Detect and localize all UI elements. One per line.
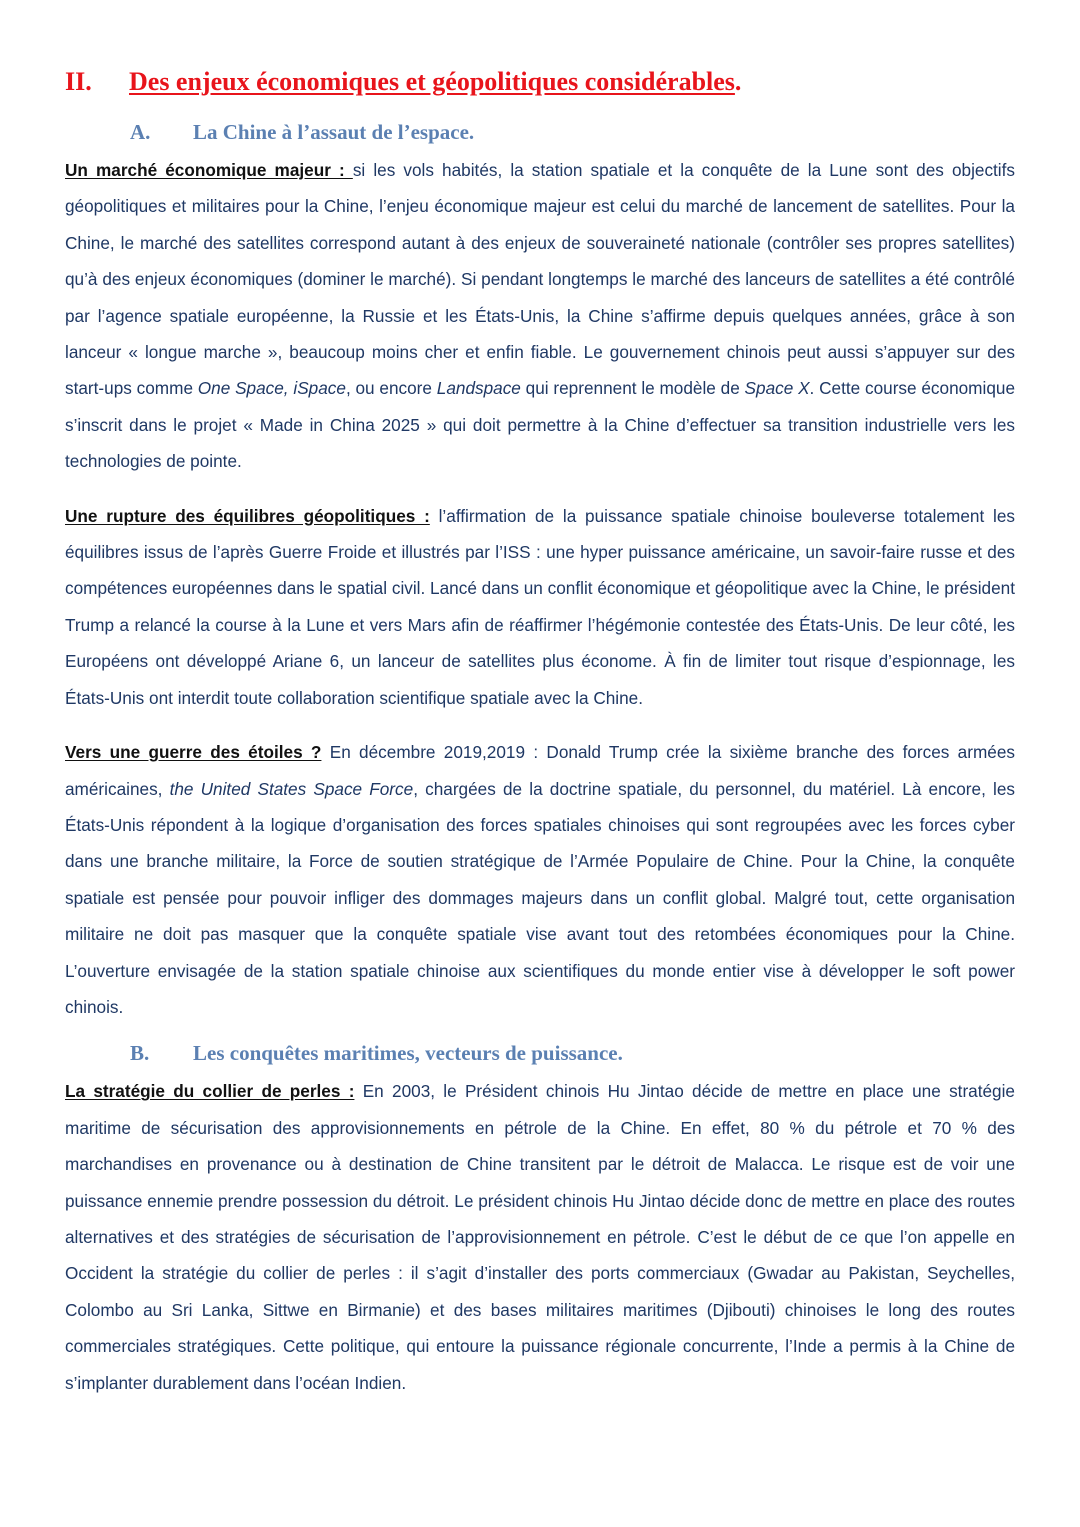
paragraph-text: si les vols habités, la station spatiale et la conquête de la Lune sont des objectifs géopolitiques et militaires pour la Chine, l’enjeu économique majeur est celui du marché de lancement de satellites. Pour la Chine, le marché des satellites correspond autant à des enjeux de souveraineté nationale (contrôler ses propres satellites) qu’à des enjeux économiques (dominer le marché). Si pendant longtemps le marché des lanceurs de satellites a été contrôlé par l’agence spatiale européenne, la Russie et les États-Unis, la Chine s’affirme depuis quelques années, grâce à son lanceur « longue marche », beaucoup moins cher et enfin fiable. Le gouvernement chinois peut aussi s’appuyer sur des start-ups comme (65, 160, 1015, 399)
paragraph-text: l’affirmation de la puissance spatiale chinoise bouleverse totalement les équilibres issus de l’après Guerre Froide et illustrés par l’ISS : une hyper puissance américaine, un savoir-faire russe et des compétences européennes dans le spatial civil. Lancé dans un conflit économique et géopolitique avec la Chine, le président Trump a relancé la course à la Lune et vers Mars afin de réaffirmer l’hégémonie contestée des États-Unis. De leur côté, les Européens ont développé Ariane 6, un lanceur de satellites plus économe. À fin de limiter tout risque d’espionnage, les États-Unis ont interdit toute collaboration scientifique spatiale avec la Chine. (65, 505, 1016, 708)
paragraph-text: . Cette course économique s’inscrit dans le projet « Made in China 2025 » qui doit permettre à la Chine d’effectuer sa transition industrielle vers les technologies de pointe. (65, 378, 1015, 472)
subsection-a-heading (65, 114, 1015, 150)
paragraph-star-wars (65, 734, 1015, 1025)
paragraph-string-of-pearls (65, 1073, 1015, 1401)
paragraph-text: , chargées de la doctrine spatiale, du personnel, du matériel. Là encore, les États-Unis répondent à la logique d’organisation des forces spatiales chinoises qui sont regroupées avec les forces cyber dans une branche militaire, la Force de soutien stratégique de l’Armée Populaire de Chine. Pour la Chine, la conquête spatiale est pensée pour pouvoir infliger des dommages majeurs dans un conflit global. Malgré tout, cette organisation militaire ne doit pas masquer que la conquête spatiale vise avant tout des retombées économiques pour la Chine. L’ouverture envisagée de la station spatiale chinoise aux scientifiques du monde entier vise à développer le soft power chinois. (65, 778, 1015, 1017)
paragraph-lead: Une rupture des équilibres géopolitiques : (65, 505, 430, 526)
paragraph-lead: Un marché économique majeur : (65, 160, 353, 180)
paragraph-italic: One Space, iSpace (197, 378, 346, 399)
section-title-period: . (734, 67, 742, 96)
spacer (65, 1025, 1015, 1035)
subsection-a-letter: A. (130, 120, 151, 144)
section-number: II. (65, 67, 92, 96)
paragraph-geopolitical-rupture (65, 498, 1015, 716)
paragraph-italic: Space X (744, 378, 810, 399)
section-heading (65, 62, 1015, 102)
paragraph-text: qui reprennent le modèle de (520, 378, 745, 399)
subsection-b-title: Les conquêtes maritimes, vecteurs de puissance. (193, 1041, 623, 1066)
document-page (65, 62, 1015, 1401)
paragraph-text: , ou encore (345, 378, 437, 399)
section-title: Des enjeux économiques et géopolitiques considérables (129, 67, 735, 96)
paragraph-lead: Vers une guerre des étoiles ? (65, 742, 322, 763)
paragraph-italic: the United States Space Force (169, 778, 414, 799)
paragraph-text: En 2003, le Président chinois Hu Jintao décide de mettre en place une stratégie maritime de sécurisation des approvisionnements en pétrole de la Chine. En effet, 80 % du pétrole et 70 % des marchandises en provenance ou à destination de Chine transitent par le détroit de Malacca. Le risque est de voir une puissance ennemie prendre possession du détroit. Le président chinois Hu Jintao décide donc de mettre en place des routes alternatives et des stratégies de sécurisation de l’approvisionnement en pétrole. C’est le début de ce que l’on appelle en Occident la stratégie du collier de perles : il s’agit d’installer des ports commerciaux (Gwadar au Pakistan, Seychelles, Colombo au Sri Lanka, Sittwe en Birmanie) et des bases militaires maritimes (Djibouti) chinoises le long des routes commerciales stratégiques. Cette politique, qui entoure la puissance régionale concurrente, l’Inde a permis à la Chine de s’implanter durablement dans l’océan Indien. (65, 1081, 1015, 1393)
subsection-b-heading (65, 1035, 1015, 1071)
paragraph-text: En décembre 2019,2019 : Donald Trump crée la sixième branche des forces armées américaines, (65, 742, 1015, 799)
subsection-a-title: La Chine à l’assaut de l’espace. (193, 120, 475, 144)
subsection-b-letter: B. (130, 1041, 150, 1066)
paragraph-lead: La stratégie du collier de perles : (65, 1081, 355, 1102)
paragraph-economic-market (65, 152, 1015, 480)
paragraph-italic: Landspace (436, 378, 521, 399)
